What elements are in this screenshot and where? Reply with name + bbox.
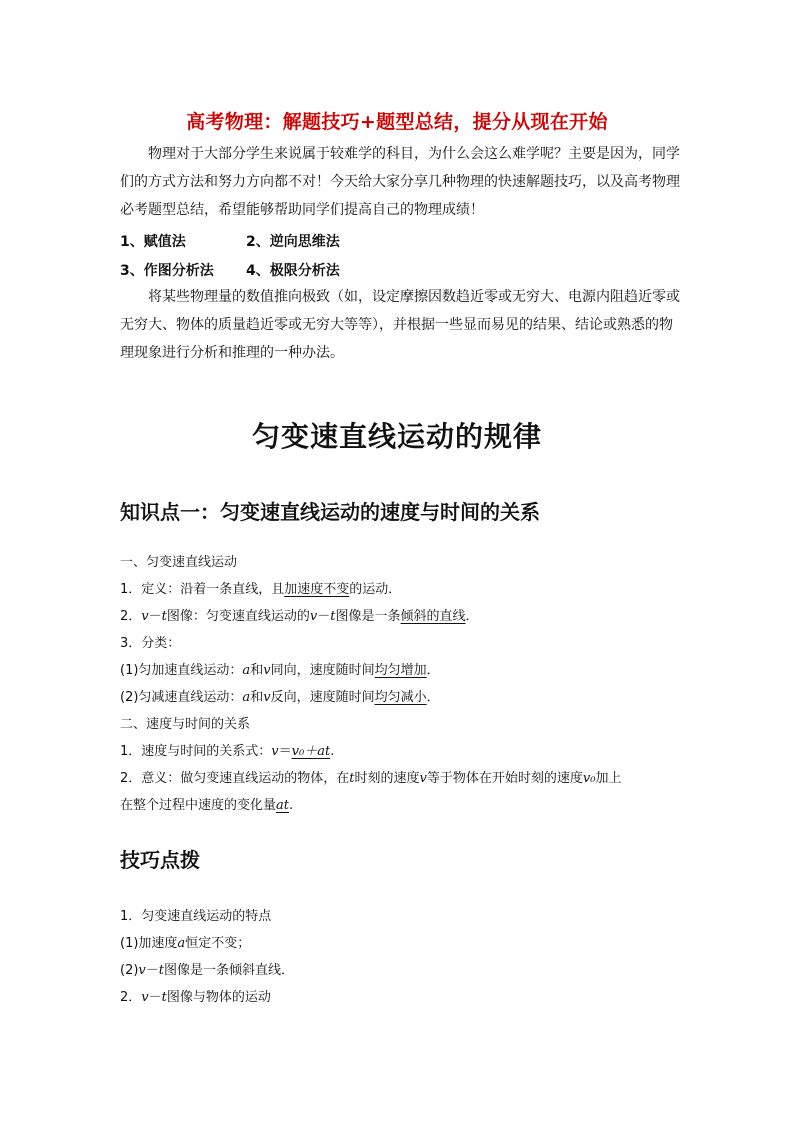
method-item: 3、作图分析法: [120, 263, 214, 279]
text-span: 同向，速度随时间: [270, 663, 375, 678]
formula-underlined: v₀＋at: [291, 744, 331, 759]
text-span: 2．意义：做匀变速直线运动的物体，在: [120, 771, 350, 786]
method-item: 4、极限分析法: [246, 263, 340, 279]
limit-method-paragraph: [120, 283, 680, 367]
text-span: －: [148, 990, 162, 1005]
variable-t: t: [161, 609, 167, 624]
variable-v: v: [141, 609, 149, 624]
subheading-velocity-time: 二、速度与时间的关系: [120, 717, 251, 732]
text-span: 恒定不变；: [185, 936, 251, 951]
text-span: 反向，速度随时间: [270, 690, 375, 705]
underlined-term: 均匀减小: [374, 690, 427, 705]
variable-v: v: [271, 744, 279, 759]
text-span: －: [145, 963, 159, 978]
methods-row-1: [120, 231, 340, 251]
variable-v: v: [138, 963, 146, 978]
variable-a: a: [242, 663, 251, 678]
text-span: (1)匀加速直线运动：: [120, 663, 243, 678]
method-item: 2、逆向思维法: [246, 234, 340, 250]
text-span: ．: [426, 663, 440, 678]
intro-paragraph: [120, 140, 680, 224]
knowledge-point-heading: 知识点一：匀变速直线运动的速度与时间的关系: [120, 500, 540, 524]
intro-title: 高考物理：解题技巧+题型总结，提分从现在开始: [186, 111, 608, 133]
text-span: 图像与物体的运动: [166, 990, 271, 1005]
text-span: 的运动．: [349, 582, 402, 597]
text-span: －: [317, 609, 331, 624]
subheading-uniform-motion: 一、匀变速直线运动: [120, 555, 238, 570]
meaning-line-1: [120, 769, 621, 789]
limit-para-line-3: 理现象进行分析和推理的一种办法。: [120, 345, 344, 361]
variable-t: t: [158, 963, 165, 978]
variable-a: a: [177, 936, 186, 951]
meaning-line-2: [120, 796, 293, 816]
variable-t: t: [330, 609, 336, 624]
variable-t: t: [349, 771, 355, 786]
underlined-term: 均匀增加: [374, 663, 427, 678]
classification-line: 3．分类：: [120, 636, 181, 651]
text-span: ．: [465, 609, 479, 624]
variable-v: v: [141, 990, 149, 1005]
tips-heading: 技巧点拨: [120, 848, 200, 872]
text-span: －: [148, 609, 162, 624]
underlined-term: 倾斜的直线: [400, 609, 466, 624]
underlined-term: at: [276, 798, 289, 813]
variable-v: v: [263, 690, 271, 705]
variable-v: v: [263, 663, 271, 678]
text-span: 图像是一条倾斜直线．: [164, 963, 295, 978]
text-span: 和: [250, 663, 264, 678]
text-span: 和: [250, 690, 264, 705]
accelerated-motion-line: [120, 661, 440, 681]
variable-v: v: [309, 609, 318, 624]
variable-t: t: [161, 990, 167, 1005]
text-span: 图像是一条: [335, 609, 401, 624]
text-span: (2)匀减速直线运动：: [120, 690, 243, 705]
tips-item-1: 1．匀变速直线运动的特点: [120, 909, 272, 924]
text-span: ＝: [278, 744, 292, 759]
tips-item-1b: [120, 961, 294, 981]
text-span: 1．定义：沿着一条直线，且: [120, 582, 285, 597]
variable-v: v: [419, 771, 427, 786]
variable-a: a: [242, 690, 251, 705]
text-span: 1．速度与时间的关系式：: [120, 744, 272, 759]
text-span: .: [330, 744, 335, 759]
text-span: 等于物体在开始时刻的速度: [426, 771, 583, 786]
text-span: ．: [426, 690, 440, 705]
intro-para-line-1: 物理对于大部分学生来说属于较难学的科目，为什么会这么难学呢？主要是因为，同学: [148, 146, 680, 162]
decelerated-motion-line: [120, 688, 440, 708]
variable-v0: v₀: [582, 771, 596, 786]
intro-para-line-3: 必考题型总结，希望能够帮助同学们提高自己的物理成绩！: [120, 202, 484, 218]
text-span: (2): [120, 963, 139, 978]
tips-item-2: [120, 988, 271, 1008]
text-span: 2．: [120, 609, 142, 624]
intro-para-line-2: 们的方式方法和努力方向都不对！今天给大家分享几种物理的快速解题技巧，以及高考物理: [120, 174, 680, 190]
text-span: 加上: [595, 771, 622, 786]
limit-para-line-1: 将某些物理量的数值推向极致（如，设定摩擦因数趋近零或无穷大、电源内阻趋近零或: [148, 289, 680, 305]
text-span: (1)加速度: [120, 936, 178, 951]
limit-para-line-2: 无穷大、物体的质量趋近零或无穷大等等），并根据一些显而易见的结果、结论或熟悉的物: [120, 317, 673, 333]
formula-line: [120, 742, 334, 762]
methods-row-2: [120, 260, 340, 280]
text-span: 时刻的速度: [354, 771, 420, 786]
main-title: 匀变速直线运动的规律: [251, 420, 542, 453]
text-span: 图像：匀变速直线运动的: [166, 609, 310, 624]
tips-item-1a: [120, 934, 250, 954]
text-span: 2．: [120, 990, 142, 1005]
definition-line: [120, 580, 401, 600]
underlined-term: 加速度不变: [284, 582, 350, 597]
text-span: .: [289, 798, 294, 813]
method-item: 1、赋值法: [120, 234, 186, 250]
vt-graph-line: [120, 607, 479, 627]
text-span: 在整个过程中速度的变化量: [120, 798, 277, 813]
